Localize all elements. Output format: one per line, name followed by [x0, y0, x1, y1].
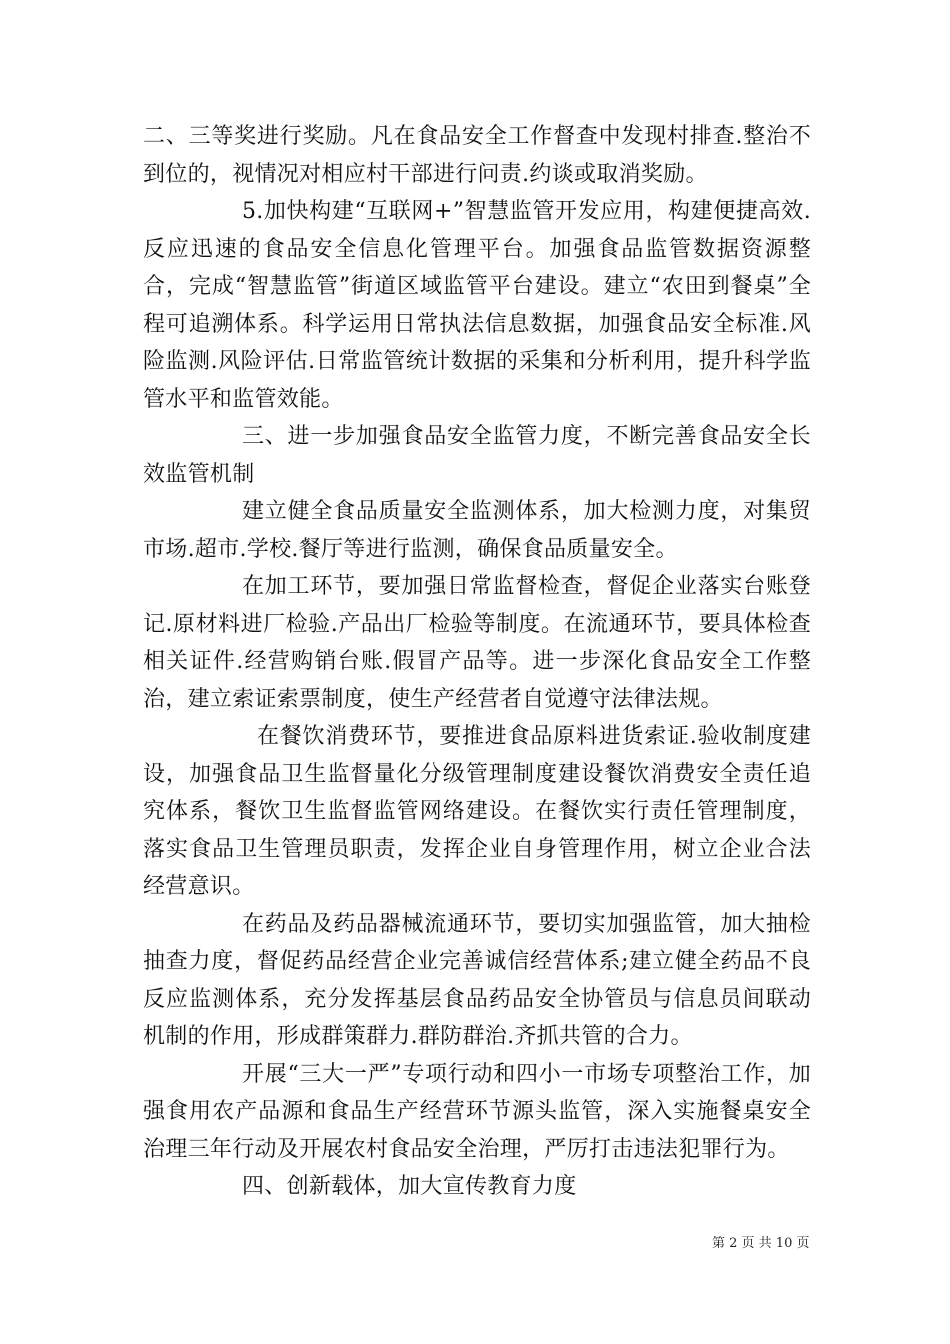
- paragraph-catering-stage: 在餐饮消费环节，要推进食品原料进货索证.验收制度建设，加强食品卫生监督量化分级管理制度建设餐饮消费安全责任追究体系，餐饮卫生监督监管网络建设。在餐饮实行责任管理制度，落实食品卫生管理员职责，发挥企业自身管理作用，树立企业合法经营意识。: [143, 724, 811, 899]
- section-heading-4: 四、创新载体，加大宣传教育力度: [242, 1174, 577, 1199]
- paragraph-processing-stage: 在加工环节，要加强日常监督检查，督促企业落实台账登记.原材料进厂检验.产品出厂检验等制度。在流通环节，要具体检查相关证件.经营购销台账.假冒产品等。进一步深化食品安全工作整治，建立索证索票制度，使生产经营者自觉遵守法律法规。: [143, 574, 811, 712]
- paragraph-awards: 二、三等奖进行奖励。凡在食品安全工作督查中发现村排查.整治不到位的，视情况对相应村干部进行问责.约谈或取消奖励。: [143, 124, 811, 187]
- paragraph-monitoring-system: 建立健全食品质量安全监测体系，加大检测力度，对集贸市场.超市.学校.餐厅等进行监测，确保食品质量安全。: [143, 499, 811, 562]
- section-heading-3: 三、进一步加强食品安全监管力度，不断完善食品安全长效监管机制: [143, 424, 811, 487]
- paragraph-smart-supervision: 5.加快构建“互联网+”智慧监管开发应用，构建便捷高效.反应迅速的食品安全信息化管理平台。加强食品监管数据资源整合，完成“智慧监管”街道区域监管平台建设。建立“农田到餐桌”全程可追溯体系。科学运用日常执法信息数据，加强食品安全标准.风险监测.风险评估.日常监管统计数据的采集和分析利用，提升科学监管水平和监管效能。: [143, 199, 811, 412]
- paragraph-drug-circulation: 在药品及药品器械流通环节，要切实加强监管，加大抽检抽查力度，督促药品经营企业完善诚信经营体系;建立健全药品不良反应监测体系，充分发挥基层食品药品安全协管员与信息员间联动机制的作用，形成群策群力.群防群治.齐抓共管的合力。: [143, 911, 811, 1049]
- paragraph-special-action: 开展“三大一严”专项行动和四小一市场专项整治工作，加强食用农产品源和食品生产经营环节源头监管，深入实施餐桌安全治理三年行动及开展农村食品安全治理，严厉打击违法犯罪行为。: [143, 1061, 811, 1162]
- page-number-footer: 第 2 页 共 10 页: [712, 1236, 810, 1251]
- document-body: [143, 118, 811, 1206]
